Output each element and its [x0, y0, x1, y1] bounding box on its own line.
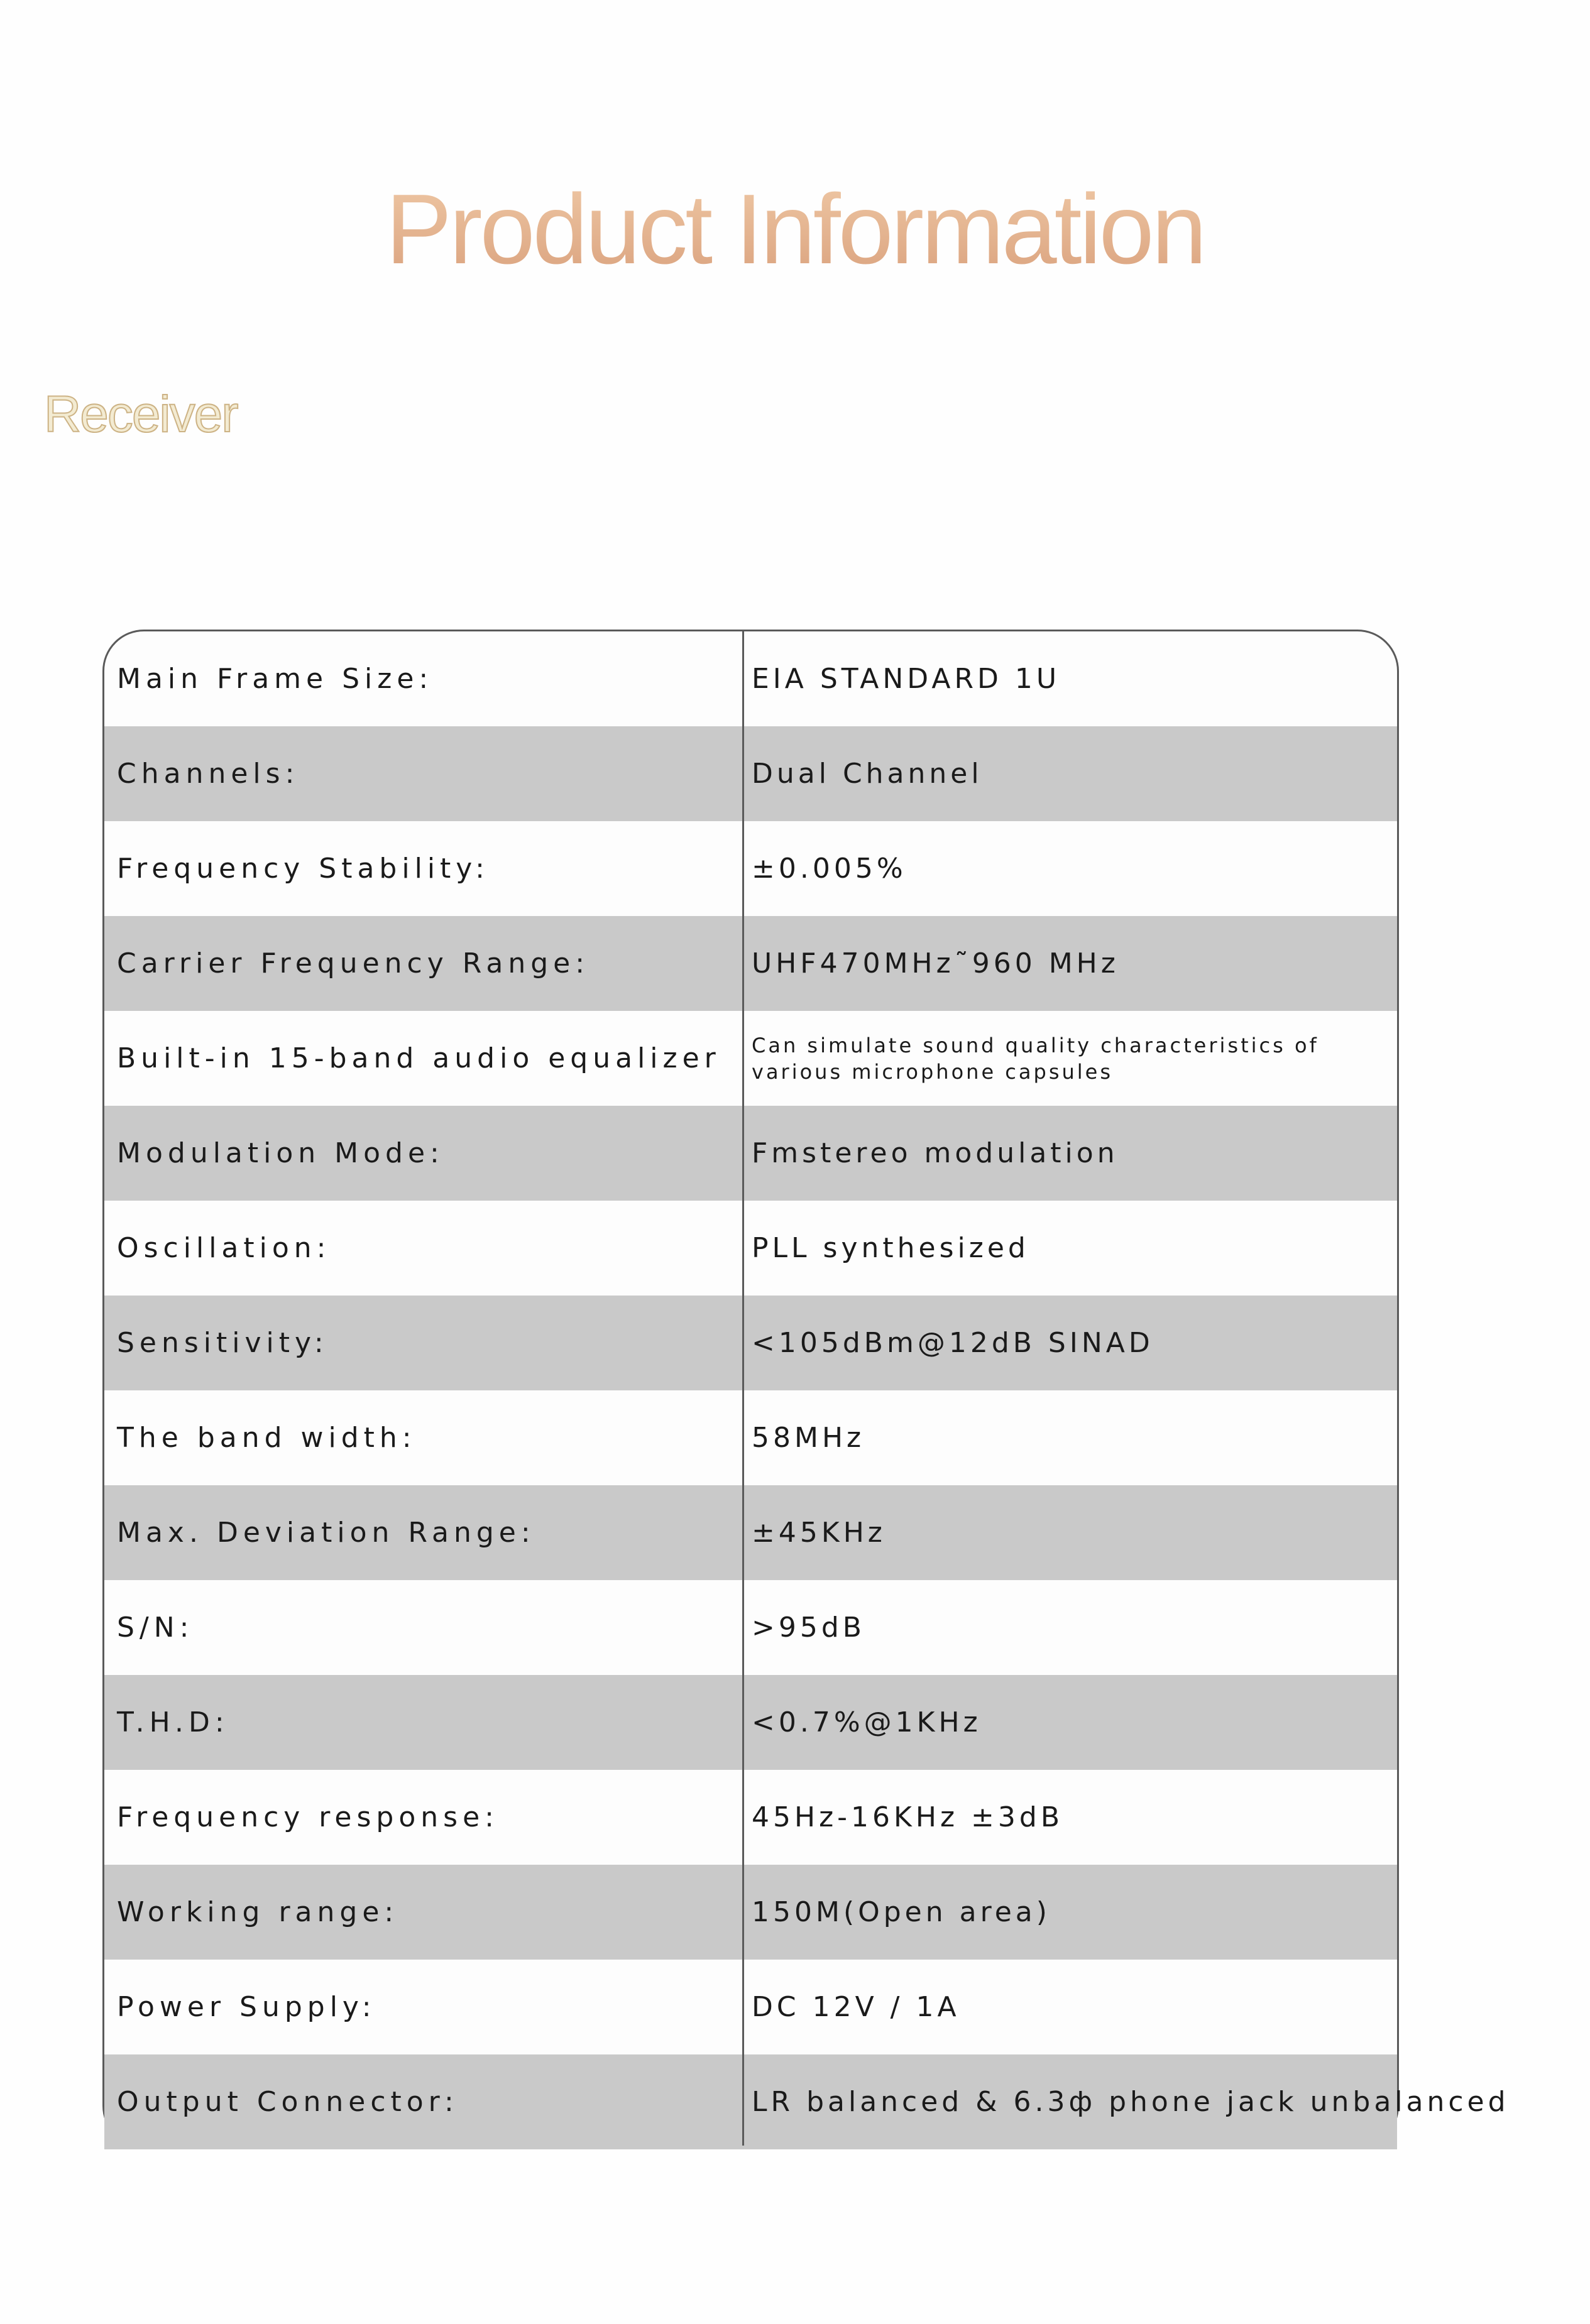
spec-value: Dual Channel [752, 758, 983, 790]
spec-row [104, 1296, 1397, 1390]
spec-value: ±45KHz [752, 1517, 886, 1549]
spec-value: LR balanced & 6.3ф phone jack unbalanced [752, 2086, 1510, 2118]
spec-value: 45Hz-16KHz ±3dB [752, 1801, 1064, 1833]
spec-value: DC 12V / 1A [752, 1991, 960, 2023]
spec-row [104, 1960, 1397, 2054]
spec-value: Fmstereo modulation [752, 1137, 1119, 1169]
spec-value: <0.7%@1KHz [752, 1706, 982, 1738]
spec-label: Built-in 15-band audio equalizer [117, 1042, 721, 1074]
spec-label: Frequency Stability: [117, 853, 490, 885]
spec-table [102, 630, 1510, 2147]
spec-label: Output Connector: [117, 2086, 459, 2118]
section-title-receiver: Receiver [44, 386, 238, 443]
spec-label: Main Frame Size: [117, 663, 434, 695]
spec-label: Carrier Frequency Range: [117, 947, 590, 979]
spec-label: Modulation Mode: [117, 1137, 444, 1169]
spec-row [104, 1011, 1397, 1106]
spec-label: Power Supply: [117, 1991, 376, 2023]
page-title: Product Information [0, 170, 1590, 289]
spec-value: ±0.005% [752, 853, 907, 885]
spec-row [104, 1106, 1397, 1201]
spec-label: Sensitivity: [117, 1327, 329, 1359]
spec-value: 58MHz [752, 1422, 865, 1454]
spec-label: Max. Deviation Range: [117, 1517, 535, 1549]
spec-value: EIA STANDARD 1U [752, 663, 1061, 695]
spec-row [104, 631, 1397, 726]
spec-label: Oscillation: [117, 1232, 331, 1264]
spec-row [104, 1865, 1397, 1960]
spec-value: >95dB [752, 1612, 865, 1644]
spec-row [104, 1770, 1397, 1865]
spec-row [104, 916, 1397, 1011]
spec-value: UHF470MHz˜960 MHz [752, 947, 1119, 979]
spec-row [104, 726, 1397, 821]
spec-row [104, 1201, 1397, 1296]
spec-label: The band width: [117, 1422, 417, 1454]
spec-value: PLL synthesized [752, 1232, 1029, 1264]
spec-row [104, 821, 1397, 916]
spec-label: Working range: [117, 1896, 399, 1928]
spec-row [104, 1485, 1397, 1580]
spec-value: Can simulate sound quality characteristics of various microphone capsules [752, 1033, 1319, 1084]
spec-value: <105dBm@12dB SINAD [752, 1327, 1154, 1359]
spec-row [104, 1390, 1397, 1485]
spec-row [104, 1580, 1397, 1675]
spec-label: T.H.D: [117, 1706, 229, 1738]
spec-label: Channels: [117, 758, 300, 790]
spec-row [104, 2054, 1510, 2149]
spec-label: Frequency response: [117, 1801, 499, 1833]
spec-value: 150M(Open area) [752, 1896, 1051, 1928]
column-divider [742, 631, 744, 2146]
spec-row [104, 1675, 1397, 1770]
spec-label: S/N: [117, 1612, 194, 1644]
